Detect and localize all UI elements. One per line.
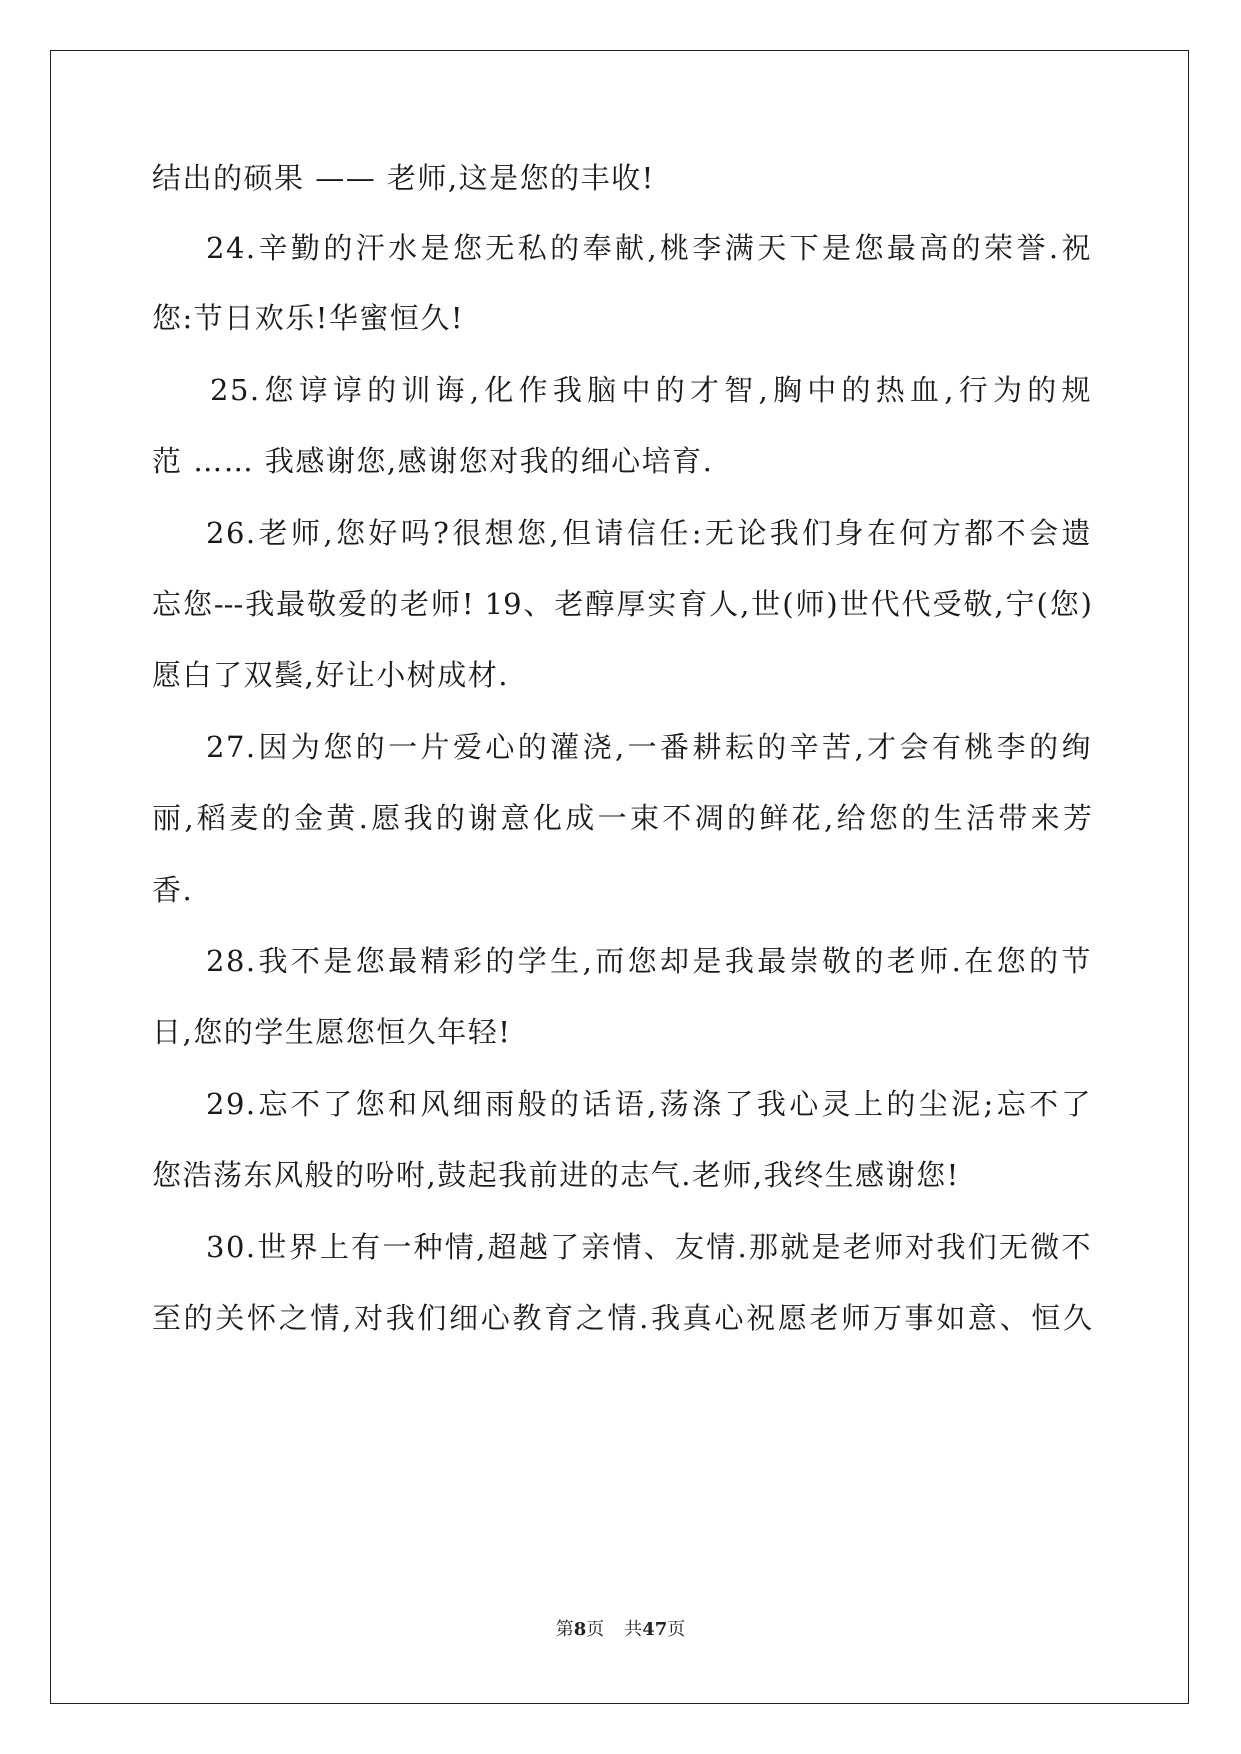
text-line-14: 29.忘不了您和风细雨般的话语,荡涤了我心灵上的尘泥;忘不了 [206, 1087, 1092, 1121]
text-line-8: 愿白了双鬓,好让小树成材. [152, 658, 509, 692]
text-line-11: 香. [152, 873, 194, 907]
current-page-number: 8 [573, 1619, 587, 1640]
footer-total-suffix: 页 [667, 1619, 686, 1640]
text-line-7: 忘您---我最敬爱的老师! 19、老醇厚实育人,世(师)世代代受敬,宁(您) [152, 587, 1092, 621]
text-line-10: 丽,稻麦的金黄.愿我的谢意化成一束不凋的鲜花,给您的生活带来芳 [152, 801, 1092, 835]
text-line-6: 26.老师,您好吗?很想您,但请信任:无论我们身在何方都不会遗 [206, 516, 1092, 550]
text-line-17: 至的关怀之情,对我们细心教育之情.我真心祝愿老师万事如意、恒久 [152, 1301, 1092, 1335]
text-line-9: 27.因为您的一片爱心的灌浇,一番耕耘的辛苦,才会有桃李的绚 [206, 730, 1092, 764]
total-pages-number: 47 [642, 1619, 668, 1640]
text-line-2: 24.辛勤的汗水是您无私的奉献,桃李满天下是您最高的荣誉.祝 [206, 231, 1092, 265]
footer-page-suffix: 页 [586, 1619, 605, 1640]
text-line-1: 结出的硕果 —— 老师,这是您的丰收! [152, 161, 655, 195]
text-line-13: 日,您的学生愿您恒久年轻! [152, 1015, 512, 1049]
page-footer [0, 1615, 1241, 1641]
footer-prefix: 第 [555, 1619, 574, 1640]
footer-total-prefix: 共 [624, 1619, 643, 1640]
text-line-4: 25.您谆谆的训诲,化作我脑中的才智,胸中的热血,行为的规 [210, 373, 1092, 407]
text-line-3: 您:节日欢乐!华蜜恒久! [152, 301, 465, 335]
text-line-16: 30.世界上有一种情,超越了亲情、友情.那就是老师对我们无微不 [206, 1230, 1092, 1264]
text-line-12: 28.我不是您最精彩的学生,而您却是我最崇敬的老师.在您的节 [206, 944, 1092, 978]
text-line-15: 您浩荡东风般的吩咐,鼓起我前进的志气.老师,我终生感谢您! [152, 1158, 960, 1192]
text-line-5: 范 …… 我感谢您,感谢您对我的细心培育. [152, 444, 714, 478]
